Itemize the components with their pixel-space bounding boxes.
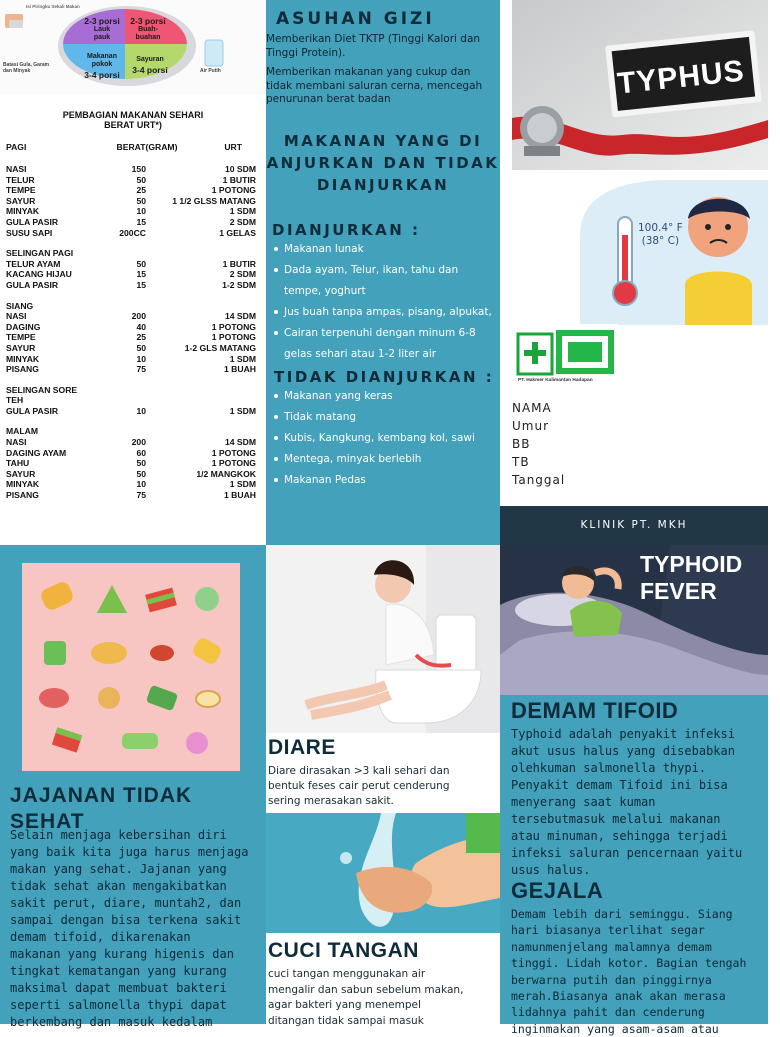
table-row	[6, 269, 256, 280]
table-cell: 50	[136, 468, 146, 479]
table-cell: 75	[136, 364, 146, 375]
gejala-title: GEJALA	[511, 878, 604, 903]
plate-label: 2-3 porsi	[84, 16, 120, 26]
body-line: sakit perut, diare, muntah2, dan	[10, 896, 242, 910]
table-row	[6, 164, 256, 175]
body-line: sering merasakan sakit.	[268, 795, 394, 807]
gizi-para-2: Memberikan makanan yang cukup dan tidak membani saluran cerna, mencegah penurunan berat badan	[266, 66, 483, 105]
table-row	[6, 426, 256, 437]
table-cell: SAYUR	[6, 342, 36, 353]
table-cell: GULA PASIR	[6, 279, 59, 290]
table-cell	[146, 426, 256, 437]
list-item: Tidak matang	[270, 407, 498, 428]
body-line: seperti salmonella thypi dapat	[10, 998, 227, 1012]
table-cell: TEMPE	[6, 332, 36, 343]
typhus-sign-text: TYPHUS	[615, 54, 747, 101]
field-tb: TB	[512, 455, 530, 469]
table-row	[6, 458, 256, 469]
diare-body	[268, 764, 498, 809]
table-cell: DAGING AYAM	[6, 447, 67, 458]
table-cell: 150	[131, 164, 146, 174]
table-row	[6, 206, 256, 217]
field-bb: BB	[512, 437, 531, 451]
body-line: menyerang saat kuman	[511, 795, 656, 809]
body-line: tidak sehat akan mengakibatkan	[10, 879, 227, 893]
table-row	[6, 332, 256, 343]
table-cell: GULA PASIR	[6, 216, 59, 227]
image-title-line: TYPHOID	[640, 551, 743, 577]
field-tanggal: Tanggal	[512, 473, 566, 487]
table-cell: SAYUR	[6, 468, 36, 479]
table-cell: 200CC	[119, 227, 146, 238]
typhoid-fever-label	[640, 551, 742, 605]
body-line: Diare dirasakan >3 kali sehari dan	[268, 765, 450, 777]
table-cell	[102, 395, 146, 406]
field-umur: Umur	[512, 419, 550, 433]
table-row	[6, 248, 256, 259]
list-item: Dada ayam, Telur, ikan, tahu dan	[270, 260, 498, 281]
meal-panel	[0, 0, 266, 545]
list-item: Makanan lunak	[270, 239, 498, 260]
table-cell: 14 SDM	[224, 437, 256, 448]
section-title-line: ANJURKAN DAN TIDAK	[266, 154, 500, 172]
table-cell: 1/2 MANGKOK	[196, 468, 256, 479]
table-row	[6, 479, 256, 490]
tifoid-title: DEMAM TIFOID	[511, 698, 679, 723]
temperature-label	[638, 222, 683, 248]
plate-labels	[0, 0, 266, 95]
plate-label: Buah-	[138, 26, 158, 33]
table-cell: 2 SDM	[229, 269, 256, 280]
table-cell: SAYUR	[6, 195, 36, 206]
table-cell: SUSU SAPI	[6, 227, 53, 238]
table-cell: 50	[136, 258, 146, 269]
table-row	[6, 469, 256, 480]
section-title-line: DIANJURKAN	[316, 176, 450, 194]
table-cell: MINYAK	[6, 479, 40, 490]
body-line: berwarna putih dan pinggirnya	[511, 972, 712, 987]
table-cell: 1 POTONG	[211, 185, 256, 196]
plate-label: 2-3 porsi	[130, 16, 166, 26]
gizi-title: ASUHAN GIZI	[276, 9, 435, 29]
plate-caption-top: Isi Piringku Sekali Makan	[26, 4, 80, 9]
field-nama: NAMA	[512, 401, 552, 415]
table-row	[6, 259, 256, 270]
table-row	[6, 228, 256, 239]
list-item: Mentega, minyak berlebih	[270, 449, 498, 470]
list-item: gelas sehari atau 1-2 liter air	[284, 348, 437, 360]
meal-group	[6, 164, 256, 238]
table-row	[6, 311, 256, 322]
table-cell	[146, 395, 256, 406]
table-row	[6, 322, 256, 333]
patient-fields	[512, 399, 565, 489]
table-row	[6, 406, 256, 417]
temp-f: 100.4° F	[638, 222, 683, 234]
table-cell: 10 SDM	[224, 164, 256, 174]
table-cell: 1 POTONG	[211, 458, 256, 469]
table-cell: TEMPE	[6, 185, 36, 196]
jajan-body	[10, 827, 262, 1031]
list-item: Jus buah tanpa ampas, pisang, alpukat,	[270, 302, 498, 323]
tifoid-body	[511, 726, 767, 879]
body-line: Selain menjaga kebersihan diri	[10, 828, 227, 842]
table-cell: TEH	[6, 395, 24, 406]
body-line: akut usus halus yang disebabkan	[511, 744, 735, 758]
table-cell: 2 SDM	[229, 216, 256, 227]
table-cell	[146, 248, 256, 259]
table-cell: 25	[136, 185, 146, 196]
plate-label: 3-4 porsi	[132, 65, 168, 75]
table-cell: PISANG	[6, 364, 39, 375]
table-cell: 1 BUTIR	[222, 258, 256, 269]
header-cell: URT	[224, 142, 242, 152]
body-line: demam tifoid, dikarenakan	[10, 930, 191, 944]
plate-label: Makanan	[87, 53, 117, 60]
body-line: namunmenjelang malamnya demam	[511, 939, 712, 954]
meal-table-header	[6, 142, 256, 153]
table-cell: 200	[131, 437, 146, 448]
diare-title: DIARE	[268, 736, 336, 759]
tidak-dianjurkan-title: TIDAK DIANJURKAN :	[274, 368, 495, 386]
recommend-section-title	[266, 130, 500, 196]
table-cell: NASI	[6, 437, 27, 448]
child-toilet-image	[266, 545, 500, 733]
list-item: Cairan terpenuhi dengan minum 6-8	[270, 323, 498, 344]
table-cell: TELUR AYAM	[6, 258, 61, 269]
body-line: makan yang sehat. Jajanan yang	[10, 862, 227, 876]
temp-c: (38° C)	[641, 235, 680, 247]
plate-label: buahan	[135, 34, 161, 41]
body-line: infeksi saluran pencernaan yaitu	[511, 846, 743, 860]
table-cell: 50	[136, 174, 146, 185]
table-row	[6, 185, 256, 196]
table-cell: 1-2 GLS MATANG	[184, 342, 256, 353]
plate-label: Lauk	[93, 26, 111, 33]
table-row	[6, 196, 256, 207]
plate-caption-right: Air Putih	[200, 68, 221, 74]
body-line: atau minuman, sehingga terjadi	[511, 829, 728, 843]
table-cell: 1 GELAS	[219, 227, 256, 238]
body-line: lidahnya pahit dan cenderung	[511, 1005, 705, 1020]
table-cell: 200	[131, 311, 146, 322]
plate-label: Sayuran	[136, 56, 164, 63]
body-line: tinggi. Lidah kotor. Bagian tengah	[511, 956, 747, 971]
body-line: Penyakit demam Tifoid ini bisa	[511, 778, 728, 792]
table-cell: 1 SDM	[229, 353, 256, 364]
header-cell: BERAT(GRAM)	[116, 142, 178, 152]
meal-group	[6, 385, 256, 417]
diare-panel	[266, 545, 500, 1027]
company-logo	[514, 324, 618, 380]
body-line: tingkat kematangan yang kurang	[10, 964, 227, 978]
body-line: usus halus.	[511, 863, 591, 877]
meal-group	[6, 301, 256, 375]
table-row	[6, 354, 256, 365]
table-cell	[102, 301, 146, 312]
table-cell: 15	[136, 279, 146, 290]
list-item: tempe, yoghurt	[284, 285, 366, 297]
table-cell: MINYAK	[6, 206, 40, 217]
table-row	[6, 364, 256, 375]
plate-label: 3-4 porsi	[84, 70, 120, 80]
body-line: berkembang dan masuk kedalam	[10, 1015, 213, 1029]
table-cell: KACANG HIJAU	[6, 269, 72, 280]
table-cell: 1 BUAH	[224, 364, 256, 375]
table-cell: TAHU	[6, 458, 30, 469]
section-title-line: MAKANAN YANG DI	[283, 132, 483, 150]
table-cell: MINYAK	[6, 353, 40, 364]
body-line: olehkuman salmonella thypi.	[511, 761, 707, 775]
table-cell: 25	[136, 332, 146, 343]
table-row	[6, 490, 256, 501]
table-row	[6, 437, 256, 448]
table-cell: 15	[136, 269, 146, 280]
table-cell: SELINGAN SORE	[6, 384, 78, 395]
body-line: maksimal dapat membuat bakteri	[10, 981, 227, 995]
table-cell	[102, 248, 146, 259]
list-item: Makanan Pedas	[270, 470, 498, 491]
meal-group	[6, 426, 256, 500]
plate-label: pauk	[93, 34, 111, 41]
body-line: tersebutmasuk melalui makanan	[511, 812, 721, 826]
body-line: mengalir dan sabun sebelum makan,	[268, 983, 464, 996]
table-row	[6, 217, 256, 228]
table-cell: 40	[136, 321, 146, 332]
table-cell: 50	[136, 195, 146, 206]
gizi-para-1: Memberikan Diet TKTP (Tinggi Kalori dan Tinggi Protein).	[266, 33, 481, 59]
tifoid-panel	[500, 545, 768, 1036]
body-line: makanan yang kurang higenis dan	[10, 947, 234, 961]
table-row	[6, 395, 256, 406]
table-row	[6, 385, 256, 396]
table-cell: GULA PASIR	[6, 405, 59, 416]
table-cell: 1 POTONG	[211, 321, 256, 332]
meal-table	[6, 164, 256, 501]
fever-child-image	[500, 175, 768, 325]
table-cell: 15	[136, 216, 146, 227]
table-cell: 14 SDM	[224, 311, 256, 322]
table-cell: 1 1/2 GLSS MATANG	[172, 195, 256, 206]
body-line: cuci tangan menggunakan air	[268, 968, 426, 980]
table-cell: 1 BUTIR	[222, 174, 256, 185]
table-cell: 1 POTONG	[211, 447, 256, 458]
table-cell: 1 SDM	[229, 479, 256, 490]
table-cell: 1 POTONG	[211, 332, 256, 343]
body-line: Demam lebih dari seminggu. Siang	[511, 907, 733, 921]
meal-title: PEMBAGIAN MAKANAN SEHARI	[62, 110, 204, 120]
gejala-body	[511, 906, 767, 1037]
clinic-footer	[500, 506, 768, 545]
body-line: sampai dengan bisa terkena sakit	[10, 913, 242, 927]
body-line: merah.Biasanya anak akan merasa	[511, 989, 726, 1004]
table-cell: DAGING	[6, 321, 41, 332]
jajan-panel	[0, 545, 266, 1029]
dianjurkan-title: DIANJURKAN :	[272, 221, 421, 239]
diare-title-box	[266, 733, 500, 813]
body-line: ditangan tidak sampai masuk	[268, 1014, 424, 1027]
plate-label: pokok	[91, 61, 113, 68]
table-cell: SELINGAN PAGI	[6, 248, 74, 259]
cuci-title: CUCI TANGAN	[268, 939, 419, 962]
meal-subtitle: BERAT URT*)	[104, 120, 162, 130]
table-cell: 50	[136, 342, 146, 353]
body-line: hari biasanya terlihat segar	[511, 923, 705, 938]
plate-caption-left: Batasi Gula, Garam dan Minyak	[3, 62, 50, 74]
table-cell: SIANG	[6, 300, 34, 311]
body-line: bentuk feses cair perut cenderung	[268, 780, 450, 792]
company-name: PT. Hakmer Kalimantan Hadapan	[518, 378, 593, 383]
table-cell: 1-2 SDM	[222, 279, 256, 290]
meal-group	[6, 248, 256, 290]
body-line: Typhoid adalah penyakit infeksi	[511, 727, 735, 741]
table-cell	[102, 385, 146, 396]
body-line: agar bakteri yang menempel	[268, 999, 421, 1011]
table-cell: 10	[136, 405, 146, 416]
table-cell	[146, 385, 256, 396]
table-cell: PISANG	[6, 490, 39, 501]
snack-illustration	[22, 563, 240, 771]
table-row	[6, 175, 256, 186]
table-cell: 1 SDM	[229, 405, 256, 416]
table-row	[6, 301, 256, 312]
table-cell: 10	[136, 206, 146, 217]
table-cell: 50	[136, 458, 146, 469]
header-cell: PAGI	[6, 142, 27, 152]
dianjurkan-list	[270, 239, 498, 365]
jajan-title: JAJANAN TIDAK SEHAT	[10, 784, 193, 833]
clinic-name: KLINIK PT. MKH	[580, 519, 688, 531]
right-panel	[500, 0, 768, 545]
table-row	[6, 280, 256, 291]
table-cell: 1 BUAH	[224, 490, 256, 501]
table-cell: 10	[136, 479, 146, 490]
body-line: yang baik kita juga harus menjaga	[10, 845, 249, 859]
table-cell	[102, 426, 146, 437]
table-cell: 1 SDM	[229, 206, 256, 217]
table-cell: 75	[136, 490, 146, 501]
table-cell: NASI	[6, 311, 27, 322]
table-row	[6, 448, 256, 459]
table-cell	[146, 301, 256, 312]
cuci-box	[266, 933, 500, 1027]
tidak-dianjurkan-list	[270, 386, 498, 491]
table-cell: 10	[136, 353, 146, 364]
table-row	[6, 343, 256, 354]
table-cell: 60	[136, 447, 146, 458]
table-cell: TELUR	[6, 174, 35, 185]
list-item: Makanan yang keras	[270, 386, 498, 407]
cuci-body	[268, 967, 498, 1029]
body-line: inginmakan yang asam-asam atau	[511, 1021, 719, 1036]
table-cell: NASI	[6, 164, 27, 174]
image-title-line: FEVER	[640, 578, 717, 604]
handwash-image	[266, 813, 500, 933]
table-cell: MALAM	[6, 426, 38, 437]
list-item: Kubis, Kangkung, kembang kol, sawi	[270, 428, 498, 449]
gizi-panel	[266, 0, 500, 545]
